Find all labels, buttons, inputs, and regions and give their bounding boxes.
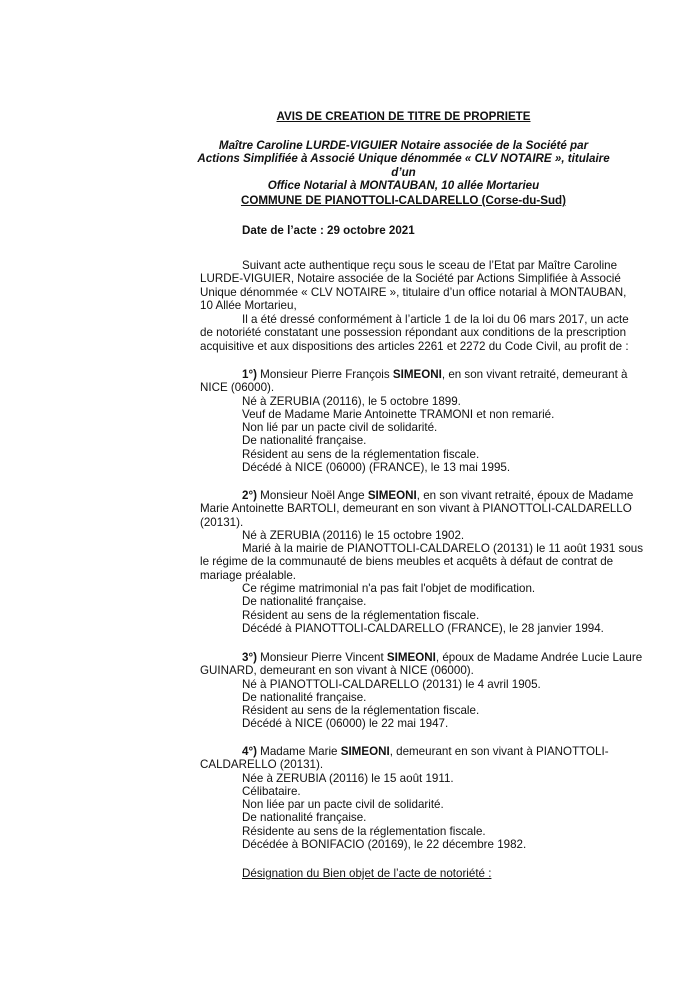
person-intro: Madame Marie [256, 745, 341, 758]
person-heading [200, 651, 643, 664]
detail-line: Née à ZERUBIA (20116) le 15 août 1911. [242, 771, 454, 785]
act-date: Date de l’acte : 29 octobre 2021 [242, 224, 415, 237]
text-line: 10 Allée Mortarieu, [200, 298, 297, 312]
person-entry-2 [200, 489, 644, 635]
text-line: LURDE-VIGUIER, Notaire associée de la Société par Actions Simplifiée à Associé [200, 272, 621, 286]
detail-line: De nationalité française. [242, 434, 367, 448]
person-name: SIMEONI [386, 651, 436, 664]
detail-line: Décédé à NICE (06000) le 22 mai 1947. [242, 717, 449, 731]
notary-line: Office Notarial à MONTAUBAN, 10 allée Mortarieu [267, 178, 540, 192]
person-intro: Monsieur Pierre François [256, 368, 393, 381]
designation-heading: Désignation du Bien objet de l’acte de notoriété : [242, 867, 492, 880]
text-line: CALDARELLO (20131). [200, 758, 324, 772]
notary-line: Actions Simplifiée à Associé Unique dénommée « CLV NOTAIRE », titulaire d’un [197, 152, 610, 179]
text-line: NICE (06000). [200, 381, 275, 395]
detail-line: Décédé à NICE (06000) (FRANCE), le 13 mai 1995. [242, 461, 511, 475]
detail-line: Né à PIANOTTOLI-CALDARELLO (20131) le 4 avril 1905. [242, 677, 541, 691]
detail-line: Décédé à PIANOTTOLI-CALDARELLO (FRANCE), le 28 janvier 1994. [242, 621, 604, 635]
person-number: 3°) [242, 651, 257, 664]
detail-line: Veuf de Madame Marie Antoinette TRAMONI et non remarié. [242, 407, 555, 421]
detail-line: le régime de la communauté de biens meubles et acquêts à défaut de contrat de [200, 555, 614, 569]
person-name: SIMEONI [392, 368, 442, 381]
text-line: GUINARD, demeurant en son vivant à NICE (06000). [200, 664, 474, 678]
detail-line: Décédée à BONIFACIO (20169), le 22 décembre 1982. [242, 838, 527, 852]
person-heading [200, 368, 628, 381]
detail-line: Résident au sens de la réglementation fiscale. [242, 704, 480, 718]
detail-line: De nationalité française. [242, 595, 367, 609]
designation-section [200, 867, 607, 880]
detail-line: De nationalité française. [242, 811, 367, 825]
person-entry-4 [200, 745, 607, 851]
text-line: Suivant acte authentique reçu sous le sceau de l’Etat par Maître Caroline [242, 259, 618, 272]
detail-line: Célibataire. [242, 784, 301, 798]
intro-paragraph-1 [200, 259, 627, 312]
person-name: SIMEONI [340, 745, 390, 758]
text-line: (20131). [200, 515, 244, 529]
detail-line: Né à ZERUBIA (20116), le 5 octobre 1899. [242, 394, 461, 408]
detail-line: Marié à la mairie de PIANOTTOLI-CALDARELO (20131) le 11 août 1931 sous [242, 542, 644, 556]
document-title: AVIS DE CREATION DE TITRE DE PROPRIETE [276, 110, 531, 123]
person-description: , demeurant en son vivant à PIANOTTOLI- [389, 745, 609, 758]
detail-line: De nationalité française. [242, 690, 367, 704]
intro-paragraph-2 [200, 313, 629, 353]
person-heading [200, 745, 607, 758]
person-number: 2°) [242, 489, 257, 502]
detail-line: Résident au sens de la réglementation fiscale. [242, 608, 480, 622]
notary-header [197, 139, 610, 192]
text-line: de notoriété constatant une possession répondant aux conditions de la prescription [200, 326, 627, 340]
person-heading [200, 489, 634, 502]
text-line: Il a été dressé conformément à l’article 1 de la loi du 06 mars 2017, un acte [242, 313, 629, 326]
detail-line: Né à ZERUBIA (20116) le 15 octobre 1902. [242, 528, 465, 542]
detail-line: Résident au sens de la réglementation fiscale. [242, 447, 480, 461]
person-intro: Monsieur Pierre Vincent [256, 651, 387, 664]
person-entry-3 [200, 651, 643, 731]
text-line: acquisitive et aux dispositions des articles 2261 et 2272 du Code Civil, au profit de : [200, 339, 629, 353]
detail-line: Non liée par un pacte civil de solidarité. [242, 798, 444, 812]
person-entry-1 [200, 368, 628, 475]
person-intro: Monsieur Noël Ange [256, 489, 368, 502]
detail-line: Résidente au sens de la réglementation fiscale. [242, 824, 486, 838]
notary-line: Maître Caroline LURDE-VIGUIER Notaire associée de la Société par [218, 139, 589, 152]
person-description: , époux de Madame Andrée Lucie Laure [435, 651, 643, 664]
person-number: 4°) [242, 745, 257, 758]
text-line: Marie Antoinette BARTOLI, demeurant en son vivant à PIANOTTOLI-CALDARELLO [200, 502, 632, 516]
commune-heading: COMMUNE DE PIANOTTOLI-CALDARELLO (Corse-du-Sud) [240, 194, 567, 207]
person-name: SIMEONI [367, 489, 417, 502]
person-description: , en son vivant retraité, demeurant à [441, 368, 628, 381]
detail-line: Ce régime matrimonial n'a pas fait l'objet de modification. [242, 582, 536, 596]
detail-line: mariage préalable. [200, 568, 297, 582]
detail-line: Non lié par un pacte civil de solidarité. [242, 421, 438, 435]
person-number: 1°) [242, 368, 257, 381]
person-description: , en son vivant retraité, époux de Madame [416, 489, 634, 502]
text-line: Unique dénommée « CLV NOTAIRE », titulaire d’un office notarial à MONTAUBAN, [200, 285, 627, 299]
